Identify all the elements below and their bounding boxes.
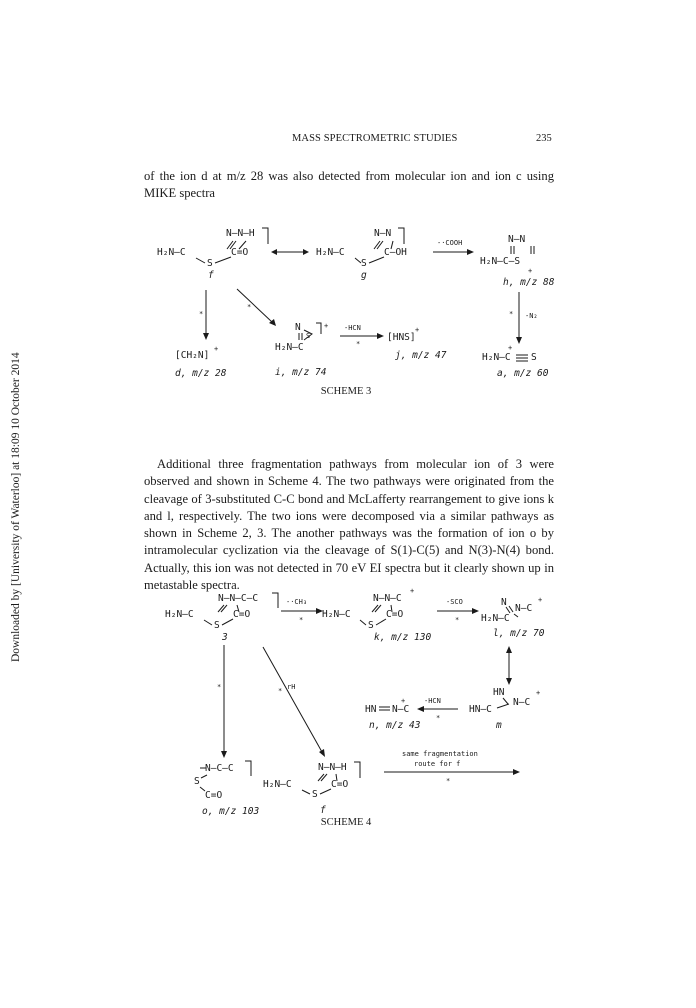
svg-text:H₂N—C—S: H₂N—C—S <box>480 256 521 267</box>
svg-text:N—N: N—N <box>374 228 392 239</box>
scheme3-caption: SCHEME 3 <box>320 386 372 397</box>
svg-text:C=O: C=O <box>331 779 349 790</box>
svg-text:S: S <box>214 620 220 631</box>
ion-ch2n: [CH₂N] <box>175 350 210 361</box>
svg-text:*: * <box>199 310 204 318</box>
svg-text:H₂N—C: H₂N—C <box>263 779 292 790</box>
structure-a <box>482 344 537 363</box>
reagent-cooh: -·COOH <box>437 239 463 247</box>
svg-text:H₂N—C: H₂N—C <box>316 247 345 258</box>
svg-text:+: + <box>214 345 219 353</box>
svg-text:N—C: N—C <box>392 704 410 715</box>
label-a: a, m/z 60 <box>497 368 549 379</box>
svg-text:*: * <box>509 310 514 318</box>
structure-g <box>316 228 407 269</box>
arrow-3-to-f <box>263 647 322 752</box>
svg-text:H₂N—C: H₂N—C <box>165 609 194 620</box>
svg-text:H₂N—C: H₂N—C <box>275 342 304 353</box>
structure-o <box>194 761 251 801</box>
label-d: d, m/z 28 <box>175 368 227 379</box>
structure-k <box>322 587 414 631</box>
svg-text:S: S <box>368 620 374 631</box>
label-k: k, m/z 130 <box>374 632 432 643</box>
structure-f-s4 <box>263 762 360 800</box>
svg-text:+: + <box>415 326 420 334</box>
label-i: i, m/z 74 <box>275 367 327 378</box>
label-f: f <box>208 270 214 281</box>
label-3: 3 <box>222 632 228 643</box>
route-note-line1: same fragmentation <box>402 750 478 758</box>
reagent-sco: -SCO <box>446 598 463 606</box>
structure-h <box>480 234 534 275</box>
svg-text:HN: HN <box>493 687 505 698</box>
scheme4-caption: SCHEME 4 <box>320 817 372 828</box>
svg-text:HN: HN <box>365 704 377 715</box>
svg-text:+: + <box>410 587 415 595</box>
paragraph-scheme4-intro: Additional three fragmentation pathways from molecular ion of 3 were observed and shown in Scheme 4. The two pathways were originated from the cleavage of 3-substituted C-C bond and McLafferty rearrangement to give ions k and l, respectively. The two ions were decomposed via a similar pathways as shown in Scheme 2, 3. The another pathways was the formation of ion o by intramolecular cyclization via the cleavage of S(1)-C(5) and N(3)-N(4) bond. Actually, this ion was not detected in 70 eV EI spectra but it clearly shown up in metastable spectra. <box>144 457 554 593</box>
structure-i <box>275 322 328 353</box>
svg-text:N—N—H: N—N—H <box>226 228 255 239</box>
svg-text:H₂N—C: H₂N—C <box>482 352 511 363</box>
svg-text:S: S <box>531 352 537 363</box>
svg-text:*: * <box>299 616 304 624</box>
svg-text:+: + <box>538 596 543 604</box>
svg-text:H₂N—C: H₂N—C <box>322 609 351 620</box>
svg-text:S: S <box>312 789 318 800</box>
svg-text:N: N <box>501 597 507 608</box>
svg-text:H₂N—C: H₂N—C <box>157 247 186 258</box>
svg-text:+: + <box>528 267 533 275</box>
reagent-rh: rH <box>287 683 296 691</box>
svg-text:N—C—C: N—C—C <box>205 763 234 774</box>
svg-text:C=O: C=O <box>205 790 223 801</box>
svg-text:H₂N—C: H₂N—C <box>481 613 510 624</box>
svg-text:*: * <box>278 687 283 695</box>
reagent-hcn-s4: -HCN <box>424 697 441 705</box>
svg-text:S: S <box>306 332 311 340</box>
svg-text:N—N—H: N—N—H <box>318 762 347 773</box>
svg-text:S: S <box>194 776 200 787</box>
svg-text:*: * <box>247 303 252 311</box>
label-m: m <box>496 720 502 731</box>
page-number: 235 <box>536 133 552 144</box>
svg-text:+: + <box>401 697 406 705</box>
reagent-n2: -N₂ <box>525 312 538 320</box>
svg-text:C=O: C=O <box>386 609 404 620</box>
structure-m <box>469 687 540 715</box>
svg-text:+: + <box>508 344 513 352</box>
svg-text:N: N <box>295 322 301 333</box>
structure-n <box>365 697 409 715</box>
label-j: j, m/z 47 <box>395 350 447 361</box>
svg-text:N—N—C—C: N—N—C—C <box>218 593 259 604</box>
label-h: h, m/z 88 <box>503 277 555 288</box>
svg-text:*: * <box>446 777 451 785</box>
structure-3 <box>165 593 278 631</box>
svg-text:C=O: C=O <box>231 247 249 258</box>
running-title: MASS SPECTROMETRIC STUDIES <box>292 133 458 144</box>
svg-text:N—N: N—N <box>508 234 526 245</box>
svg-text:C—OH: C—OH <box>384 247 407 258</box>
svg-text:N—C: N—C <box>513 697 531 708</box>
svg-text:*: * <box>436 714 441 722</box>
structure-l <box>481 596 542 624</box>
structure-f <box>157 228 268 269</box>
svg-text:*: * <box>455 616 460 624</box>
route-note-line2: route for f <box>414 760 461 768</box>
download-watermark: Downloaded by [University of Waterloo] at 18:09 10 October 2014 <box>10 352 22 662</box>
arrow-f-to-i <box>237 289 272 322</box>
label-o: o, m/z 103 <box>202 806 260 817</box>
label-n: n, m/z 43 <box>369 720 421 731</box>
ion-hns: [HNS] <box>387 332 416 343</box>
reagent-ch3: -·CH₃ <box>286 598 308 606</box>
svg-text:+: + <box>536 689 541 697</box>
paragraph-continued: of the ion d at m/z 28 was also detected from molecular ion and ion c using MIKE spectra <box>144 169 554 201</box>
label-g: g <box>361 270 367 281</box>
svg-text:S: S <box>207 258 213 269</box>
svg-text:*: * <box>217 683 222 691</box>
label-l: l, m/z 70 <box>493 628 545 639</box>
svg-text:C=O: C=O <box>233 609 251 620</box>
label-f-s4: f <box>320 805 326 816</box>
svg-text:N—N—C: N—N—C <box>373 593 402 604</box>
svg-text:*: * <box>356 340 361 348</box>
svg-text:N—C: N—C <box>515 603 533 614</box>
reagent-hcn-s3: -HCN <box>344 324 361 332</box>
svg-text:S: S <box>361 258 367 269</box>
svg-text:+: + <box>324 322 329 330</box>
svg-text:HN—C: HN—C <box>469 704 492 715</box>
